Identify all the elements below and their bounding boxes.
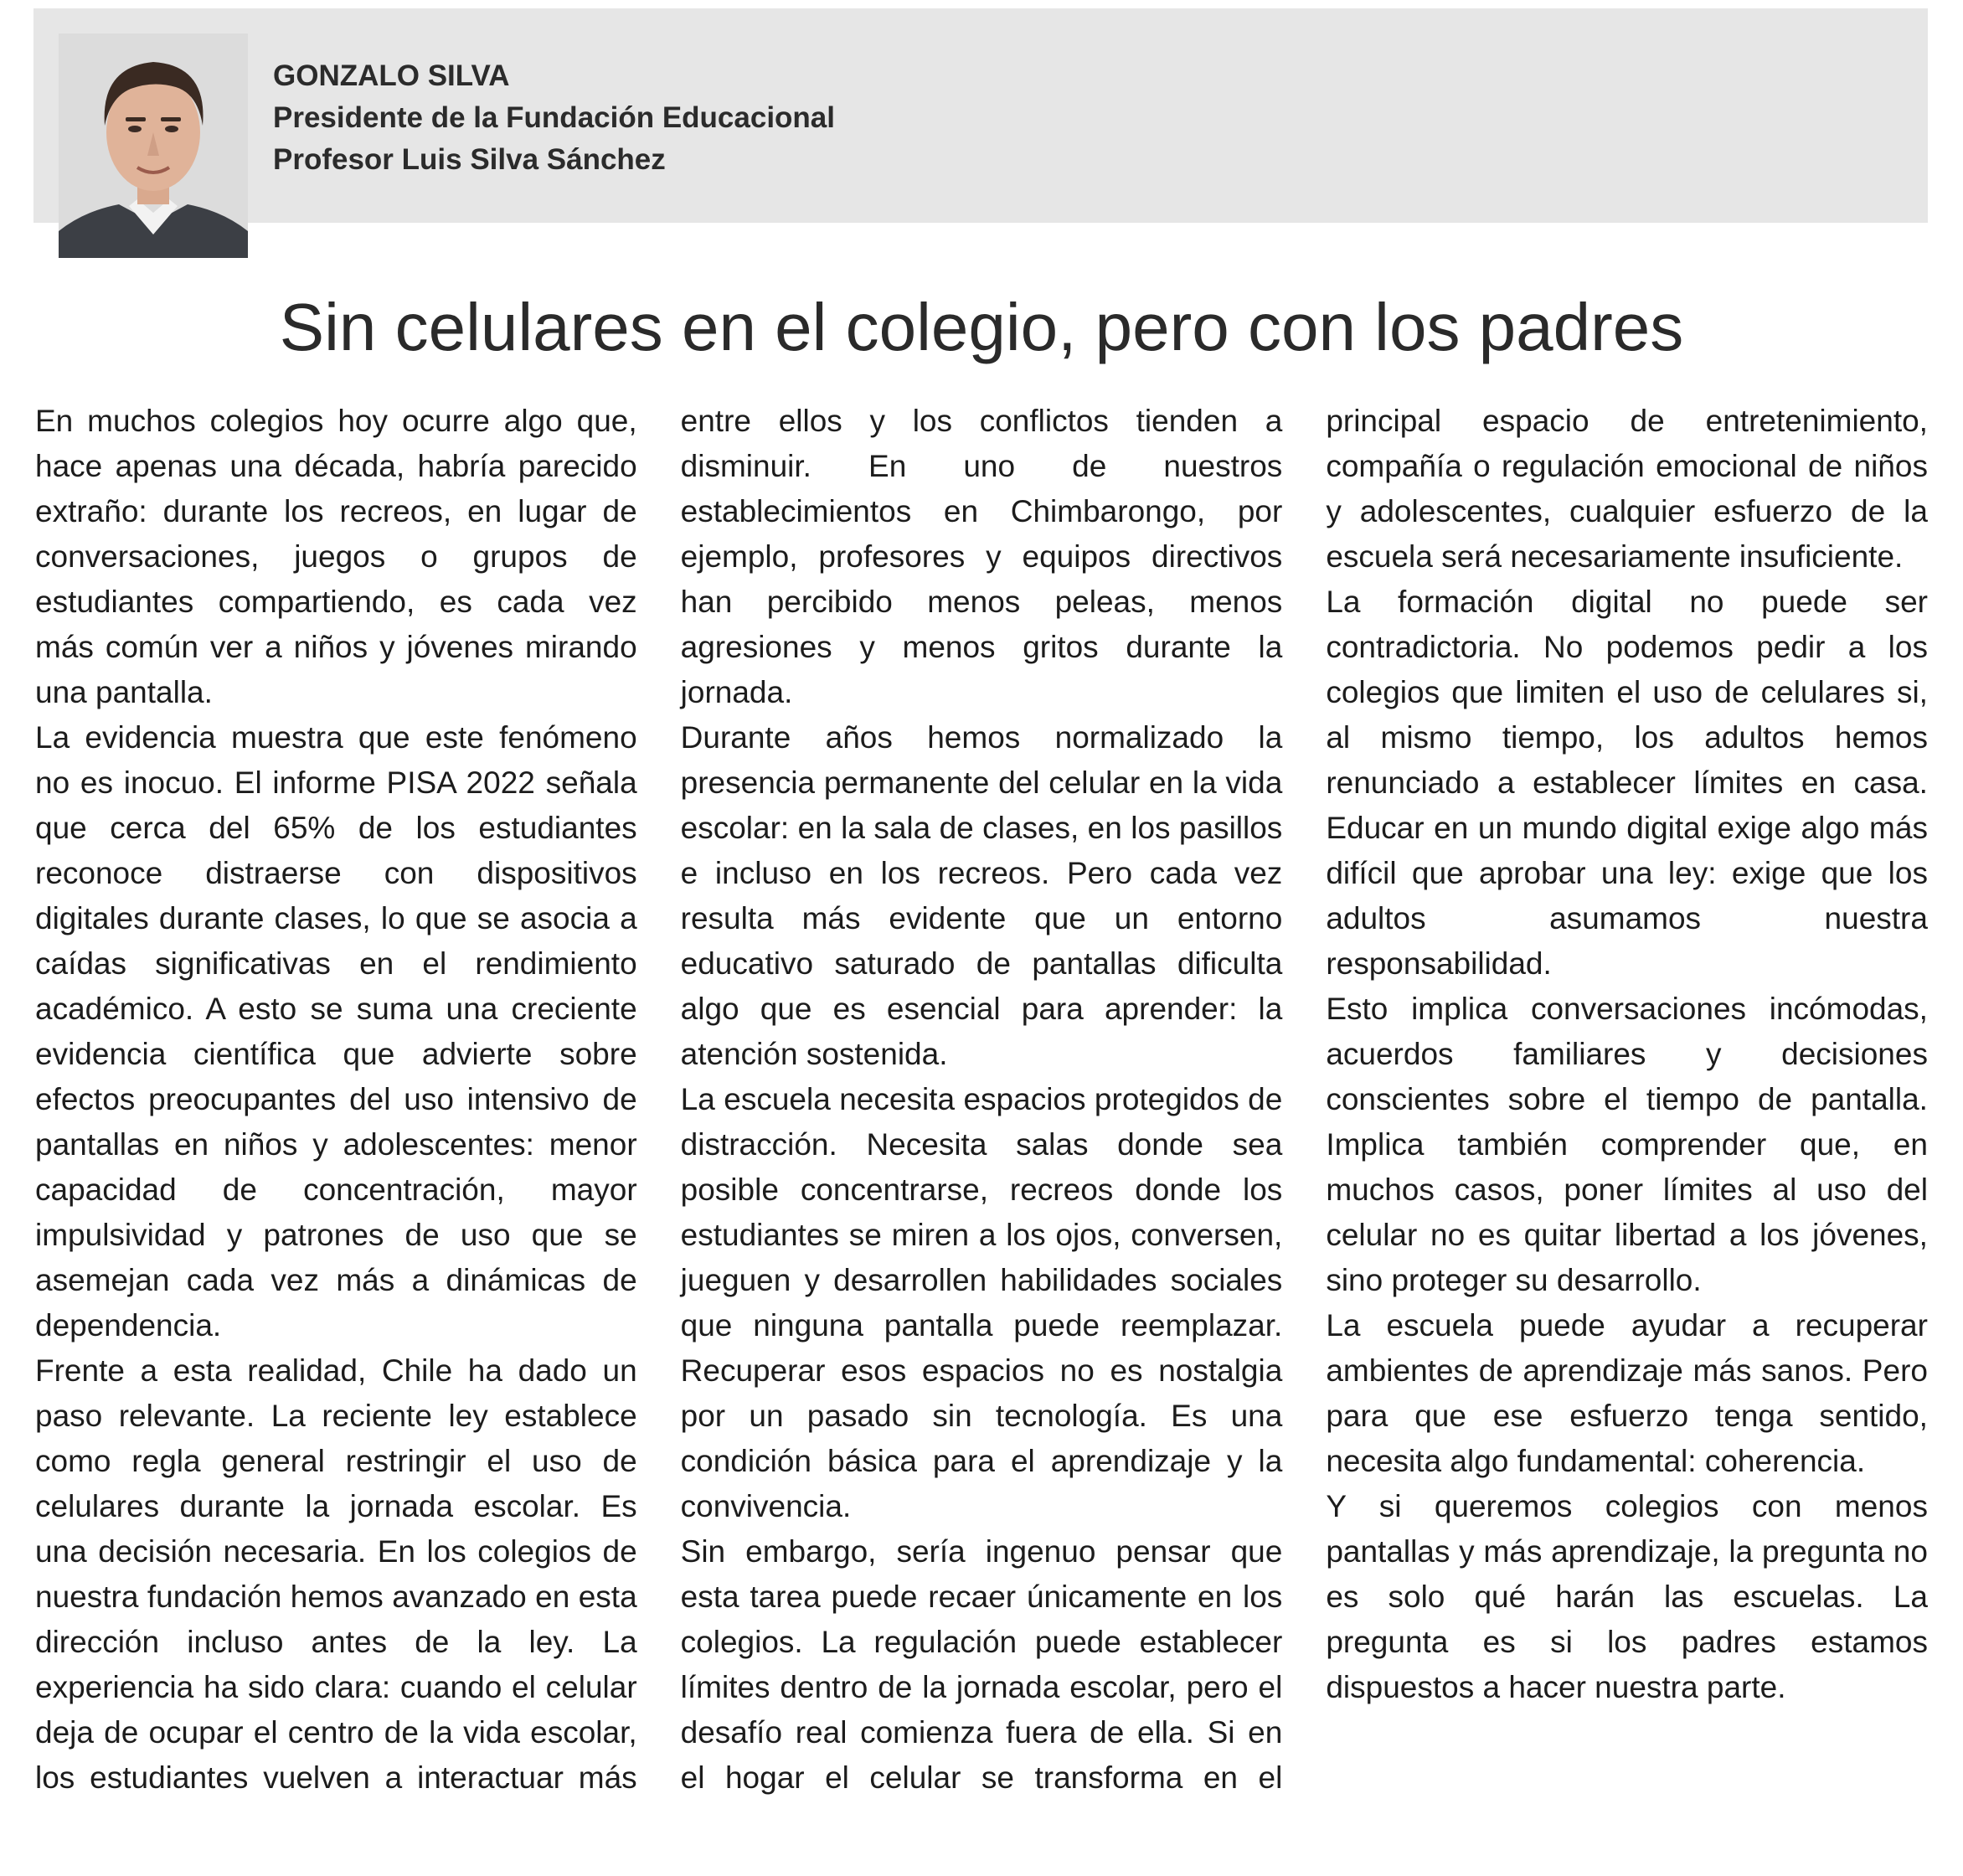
article-paragraph: La evidencia muestra que este fenómeno no es inocuo. El informe PISA 2022 señala que cerca del 65% de los estudiantes reconoce distraerse con dispositivos digitales durante clases, lo que se asocia a caídas significativas en el rendimiento académico. A esto se suma una creciente evidencia científica que advierte sobre efectos preocupantes del uso intensivo de pantallas en niños y adolescentes: menor capacidad de concentración, mayor impulsividad y patrones de uso que se asemejan cada vez más a dinámicas de dependencia.: [35, 720, 637, 1343]
article-paragraph: En muchos colegios hoy ocurre algo que, hace apenas una década, habría parecido extraño: durante los recreos, en lugar de conversaciones, juegos o grupos de estudiantes compartiendo, es cada vez más común ver a niños y jóvenes mirando una pantalla.: [35, 404, 637, 709]
author-name: GONZALO SILVA: [273, 59, 510, 92]
author-byline: [273, 55, 835, 181]
author-role-line-1: Presidente de la Fundación Educacional: [273, 101, 835, 134]
article-title: Sin celulares en el colegio, pero con los padres: [279, 290, 1684, 364]
article-paragraph: Frente a esta realidad, Chile ha dado un paso relevante. La reciente ley establece como regla general restringir el uso de celulares durante la jornada escolar. Es una decisión necesaria. En los colegios de nuestra fundación hemos avanzado en esta dirección incluso antes de la ley. La experiencia ha sido clara: cuando el celular deja de ocupar el centro de la vida escolar, los estudiantes vuelven a interactuar más entre ellos y los conflictos tienden a disminuir. En uno de nuestros establecimientos en Chimbarongo, por ejemplo, profesores y equipos directivos han percibido menos peleas, menos agresiones y menos gritos durante la jornada.: [35, 404, 1283, 1795]
article-paragraph: La escuela puede ayudar a recuperar ambientes de aprendizaje más sanos. Pero para que ese esfuerzo tenga sentido, necesita algo fundamental: coherencia.: [1326, 1308, 1928, 1478]
article-paragraph: Esto implica conversaciones incómodas, acuerdos familiares y decisiones conscientes sobre el tiempo de pantalla. Implica también comprender que, en muchos casos, poner límites al uso del celular no es quitar libertad a los jóvenes, sino proteger su desarrollo.: [1326, 992, 1928, 1297]
article-paragraph: Sin embargo, sería ingenuo pensar que esta tarea puede recaer únicamente en los colegios. La regulación puede establecer límites dentro de la jornada escolar, pero el desafío real comienza fuera de ella. Si en el hogar el celular se transforma en el principal espacio de entretenimiento, compañía o regulación emocional de niños y adolescentes, cualquier esfuerzo de la escuela será necesariamente insuficiente.: [680, 404, 1928, 1795]
article-paragraph: La escuela necesita espacios protegidos de distracción. Necesita salas donde sea posible concentrarse, recreos donde los estudiantes se miren a los ojos, conversen, jueguen y desarrollen habilidades sociales que ninguna pantalla puede reemplazar. Recuperar esos espacios no es nostalgia por un pasado sin tecnología. Es una condición básica para el aprendizaje y la convivencia.: [680, 1082, 1283, 1523]
article-paragraph: La formación digital no puede ser contradictoria. No podemos pedir a los colegios que limiten el uso de celulares si, al mismo tiempo, los adultos hemos renunciado a establecer límites en casa. Educar en un mundo digital exige algo más difícil que aprobar una ley: exige que los adultos asumamos nuestra responsabilidad.: [1326, 585, 1928, 981]
article-paragraph: Durante años hemos normalizado la presencia permanente del celular en la vida escolar: en la sala de clases, en los pasillos e incluso en los recreos. Pero cada vez resulta más evidente que un entorno educativo saturado de pantallas dificulta algo que es esencial para aprender: la atención sostenida.: [680, 720, 1283, 1071]
article-body: [35, 399, 1928, 1831]
article-paragraph: Y si queremos colegios con menos pantallas y más aprendizaje, la pregunta no es solo qué harán las escuelas. La pregunta es si los padres estamos dispuestos a hacer nuestra parte.: [1326, 1489, 1928, 1704]
author-role-line-2: Profesor Luis Silva Sánchez: [273, 143, 666, 176]
author-photo: [59, 34, 248, 258]
